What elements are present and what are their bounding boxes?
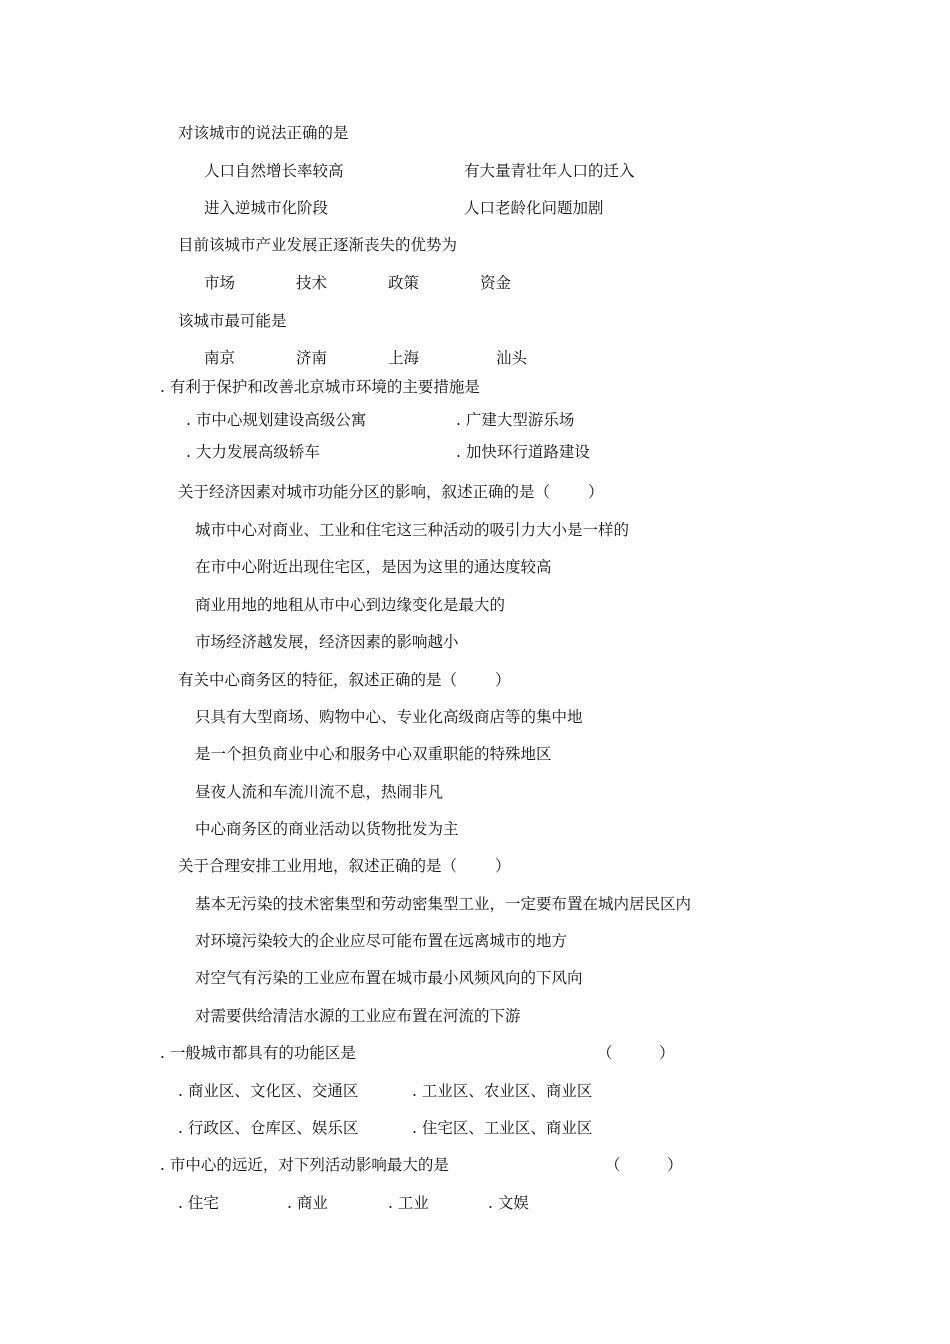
option-a: 只具有大型商场、购物中心、专业化高级商店等的集中地: [195, 708, 583, 726]
option-c: 政策: [388, 274, 420, 292]
question-stem: . 市中心的远近，对下列活动影响最大的是: [160, 1156, 449, 1174]
option-b: 济南: [296, 349, 328, 367]
option-d: 汕头: [496, 349, 528, 367]
option-c: . 行政区、仓库区、娱乐区: [178, 1119, 359, 1137]
option-c: . 大力发展高级轿车: [186, 443, 320, 461]
option-b: 对环境污染较大的企业应尽可能布置在远离城市的地方: [195, 932, 568, 950]
option-b: 有大量青壮年人口的迁入: [464, 162, 635, 180]
stem-text: 有关中心商务区的特征，叙述正确的是（: [178, 671, 458, 689]
option-b: 在市中心附近出现住宅区，是因为这里的通达度较高: [195, 558, 552, 576]
option-a: . 商业区、文化区、交通区: [178, 1082, 359, 1100]
option-d: . 文娱: [488, 1194, 529, 1212]
option-b: 是一个担负商业中心和服务中心双重职能的特殊地区: [195, 745, 552, 763]
option-c: 进入逆城市化阶段: [204, 199, 329, 217]
option-c: . 工业: [388, 1194, 429, 1212]
option-d: 市场经济越发展，经济因素的影响越小: [195, 633, 459, 651]
question-stem: 对该城市的说法正确的是: [178, 124, 349, 142]
option-a: . 市中心规划建设高级公寓: [186, 411, 367, 429]
option-c: 商业用地的地租从市中心到边缘变化是最大的: [195, 596, 506, 614]
option-a: 基本无污染的技术密集型和劳动密集型工业，一定要布置在城内居民区内: [195, 895, 692, 913]
answer-paren: （ ）: [597, 1044, 675, 1062]
option-b: 技术: [296, 274, 328, 292]
stem-text: 关于经济因素对城市功能分区的影响，叙述正确的是（: [178, 483, 551, 501]
answer-paren-close: ）: [495, 857, 511, 875]
question-stem: . 有利于保护和改善北京城市环境的主要措施是: [160, 378, 480, 396]
question-stem: [178, 859, 511, 875]
answer-paren: （ ）: [605, 1156, 683, 1174]
answer-paren-close: ）: [588, 483, 604, 501]
question-stem: 该城市最可能是: [178, 312, 287, 330]
option-a: 人口自然增长率较高: [204, 162, 344, 180]
question-stem: . 一般城市都具有的功能区是: [160, 1044, 356, 1062]
option-b: . 商业: [287, 1194, 328, 1212]
option-b: . 工业区、农业区、商业区: [412, 1082, 593, 1100]
option-d: 资金: [480, 274, 512, 292]
question-stem: 目前该城市产业发展正逐渐丧失的优势为: [178, 236, 458, 254]
option-c: 上海: [388, 349, 420, 367]
option-c: 昼夜人流和车流川流不息，热闹非凡: [195, 783, 444, 801]
answer-paren-close: ）: [495, 671, 511, 689]
option-a: 城市中心对商业、工业和住宅这三种活动的吸引力大小是一样的: [195, 521, 630, 539]
option-a: 南京: [204, 349, 236, 367]
option-b: . 广建大型游乐场: [456, 411, 575, 429]
option-d: 对需要供给清洁水源的工业应布置在河流的下游: [195, 1007, 521, 1025]
question-stem: [178, 485, 604, 501]
option-a: 市场: [204, 274, 236, 292]
option-c: 对空气有污染的工业应布置在城市最小风频风向的下风向: [195, 969, 583, 987]
option-d: 中心商务区的商业活动以货物批发为主: [195, 820, 459, 838]
option-a: . 住宅: [178, 1194, 219, 1212]
question-stem: [178, 673, 511, 689]
option-d: 人口老龄化问题加剧: [464, 199, 604, 217]
option-d: . 住宅区、工业区、商业区: [412, 1119, 593, 1137]
option-d: . 加快环行道路建设: [456, 443, 590, 461]
stem-text: 关于合理安排工业用地，叙述正确的是（: [178, 857, 458, 875]
